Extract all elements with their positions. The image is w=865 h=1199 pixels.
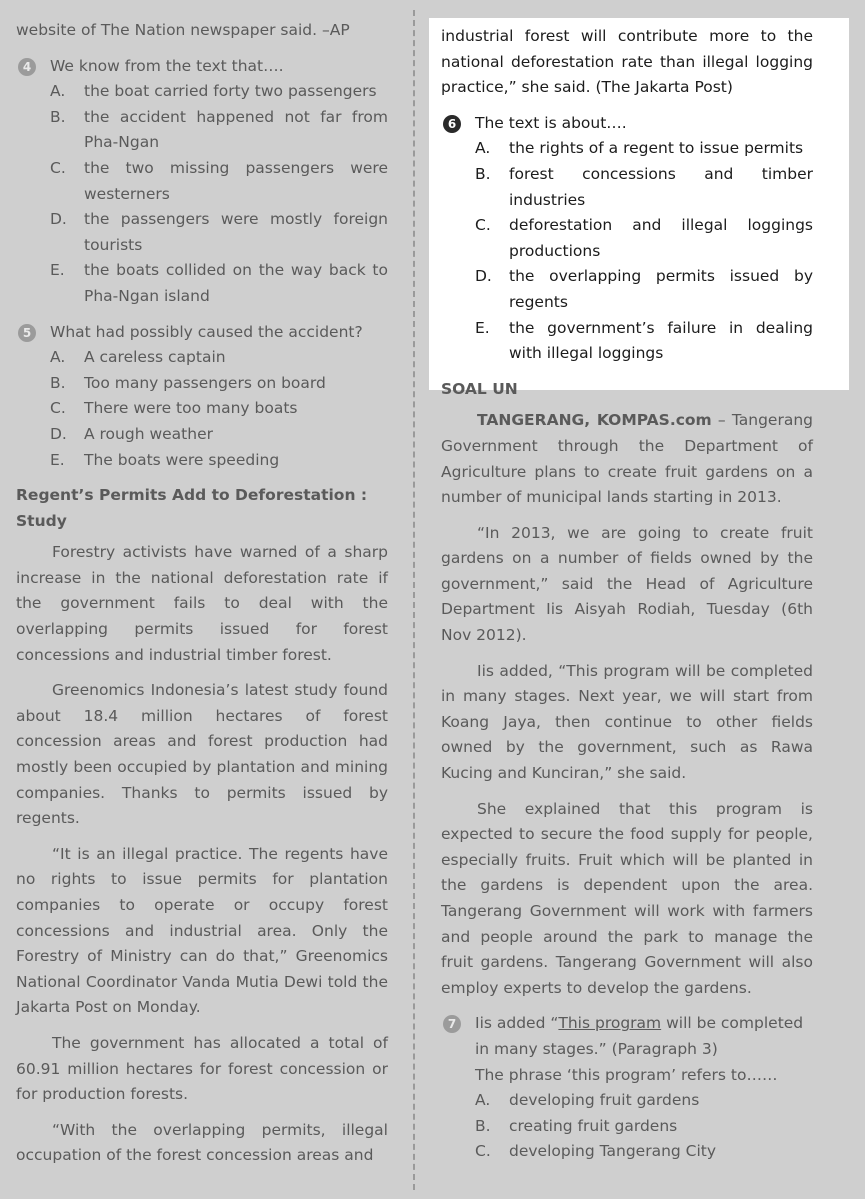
option-text: There were too many boats <box>84 399 298 418</box>
option[interactable] <box>16 105 388 156</box>
article-title: Regent’s Permits Add to Deforestation : Study <box>16 486 368 530</box>
option[interactable] <box>441 264 813 315</box>
question-subprompt <box>441 1063 813 1089</box>
question-stem: We know from the text that…. <box>50 56 284 75</box>
article-paragraph <box>441 408 813 510</box>
subprompt-text: The phrase ‘this program’ refers to…… <box>475 1065 778 1084</box>
option[interactable] <box>16 79 388 105</box>
paragraph-text: – Tangerang Government through the Department of Agriculture plans to create fruit gardens on a number of municipal lands starting in 2013. <box>441 411 813 507</box>
article-paragraph: Forestry activists have warned of a sharp increase in the national deforestation rate if the government fails to deal with the overlapping permits issued for forest concessions and industrial timber forest. <box>16 543 388 664</box>
question-number-badge: 7 <box>443 1015 461 1033</box>
option[interactable] <box>441 1139 813 1165</box>
article-paragraph: “In 2013, we are going to create fruit gardens on a number of fields owned by the government,” said the Head of Agriculture Department Iis Aisyah Rodiah, Tuesday (6th Nov 2012). <box>441 523 813 645</box>
option[interactable] <box>441 316 813 367</box>
option-text: developing fruit gardens <box>509 1091 700 1110</box>
dateline: TANGERANG, KOMPAS.com <box>477 411 712 430</box>
option[interactable] <box>16 396 388 422</box>
option-text: the passengers were mostly foreign tourists <box>84 210 388 254</box>
highlighted-section <box>441 24 813 367</box>
question-4 <box>16 54 388 80</box>
option[interactable] <box>441 1114 813 1140</box>
option[interactable] <box>16 345 388 371</box>
article-paragraph: “It is an illegal practice. The regents have no rights to issue permits for plantation companies to operate or occupy forest concessions and industrial area. Only the Forestry of Ministry can do that,” Greenomics National Coordinator Vanda Mutia Dewi told the Jakarta Post on Monday. <box>16 844 388 1017</box>
option-letter: E. <box>50 261 65 280</box>
option[interactable] <box>441 213 813 264</box>
option-text: the boats collided on the way back to Pha-Ngan island <box>84 261 388 305</box>
option-text: the two missing passengers were westerners <box>84 158 388 203</box>
question-number-badge: 6 <box>443 115 461 133</box>
option[interactable] <box>16 258 388 309</box>
option-text: the boat carried forty two passengers <box>84 82 377 101</box>
option-text: A rough weather <box>84 424 213 443</box>
stem-pre: Iis added “ <box>475 1014 559 1033</box>
option-text: the rights of a regent to issue permits <box>509 139 804 158</box>
option[interactable] <box>16 448 388 474</box>
option[interactable] <box>441 1088 813 1114</box>
option-letter: A. <box>475 139 491 158</box>
option-text: the accident happened not far from Pha-Ngan <box>84 107 388 152</box>
option-letter: A. <box>50 348 66 367</box>
option-letter: C. <box>475 216 491 235</box>
option-letter: B. <box>475 1116 491 1135</box>
article-paragraph: The government has allocated a total of 60.91 million hectares for forest concession or for production forests. <box>16 1033 388 1104</box>
option-letter: A. <box>50 82 66 101</box>
option-letter: E. <box>50 450 65 469</box>
right-column <box>441 24 813 1165</box>
option-letter: A. <box>475 1091 491 1110</box>
option-text: creating fruit gardens <box>509 1116 678 1135</box>
question-6 <box>441 111 813 137</box>
option[interactable] <box>441 136 813 162</box>
article-continuation: industrial forest will contribute more to the national deforestation rate than illegal logging practice,” she said. (The Jakarta Post) <box>441 27 813 97</box>
question-7 <box>441 1011 813 1062</box>
stem-post: will be completed in many stages.” (Paragraph 3) <box>475 1014 804 1058</box>
left-column <box>16 18 388 1169</box>
option-text: deforestation and illegal loggings productions <box>509 216 813 260</box>
option-letter: B. <box>50 373 66 392</box>
option-text: Too many passengers on board <box>84 373 326 392</box>
option-letter: D. <box>50 210 67 229</box>
section-label: SOAL UN <box>441 379 518 398</box>
option-text: developing Tangerang City <box>509 1142 717 1161</box>
option-text: forest concessions and timber industries <box>509 164 813 209</box>
question-stem <box>475 1014 803 1058</box>
option-text: the overlapping permits issued by regents <box>509 267 813 311</box>
option-letter: D. <box>50 424 67 443</box>
option-letter: D. <box>475 267 492 286</box>
article-paragraph: “With the overlapping permits, illegal occupation of the forest concession areas and <box>16 1120 388 1165</box>
option[interactable] <box>441 162 813 213</box>
question-5 <box>16 320 388 346</box>
option-letter: B. <box>475 164 491 183</box>
option[interactable] <box>16 207 388 258</box>
option-letter: B. <box>50 107 66 126</box>
option[interactable] <box>16 371 388 397</box>
option-letter: E. <box>475 318 490 337</box>
option-letter: C. <box>50 399 66 418</box>
option-text: the government’s failure in dealing with illegal loggings <box>509 318 813 363</box>
intro-line: website of The Nation newspaper said. –AP <box>16 21 350 39</box>
question-number-badge: 5 <box>18 324 36 342</box>
column-divider <box>413 10 415 1190</box>
article-paragraph: Iis added, “This program will be completed in many stages. Next year, we will start from Koang Jaya, then continue to other fields owned by the government, such as Rawa Kucing and Kunciran,” she said. <box>441 661 813 783</box>
option-text: A careless captain <box>84 348 226 367</box>
option-text: The boats were speeding <box>84 450 280 469</box>
question-stem: What had possibly caused the accident? <box>50 322 363 341</box>
stem-underlined: This program <box>558 1014 662 1033</box>
option-letter: C. <box>475 1142 491 1161</box>
option[interactable] <box>16 422 388 448</box>
article-paragraph: Greenomics Indonesia’s latest study found about 18.4 million hectares of forest concession areas and forest production had mostly been occupied by plantation and mining companies. Thanks to permits issued by regents. <box>16 681 388 828</box>
question-number-badge: 4 <box>18 58 36 76</box>
option-letter: C. <box>50 158 66 177</box>
question-stem: The text is about…. <box>475 113 627 132</box>
article-paragraph: She explained that this program is expected to secure the food supply for people, especially fruits. Fruit which will be planted in the gardens is dependent upon the area. Tangerang Government will work with farmers and people around the park to manage the fruit gardens. Tangerang Government will also employ experts to develop the gardens. <box>441 799 813 997</box>
option[interactable] <box>16 156 388 207</box>
